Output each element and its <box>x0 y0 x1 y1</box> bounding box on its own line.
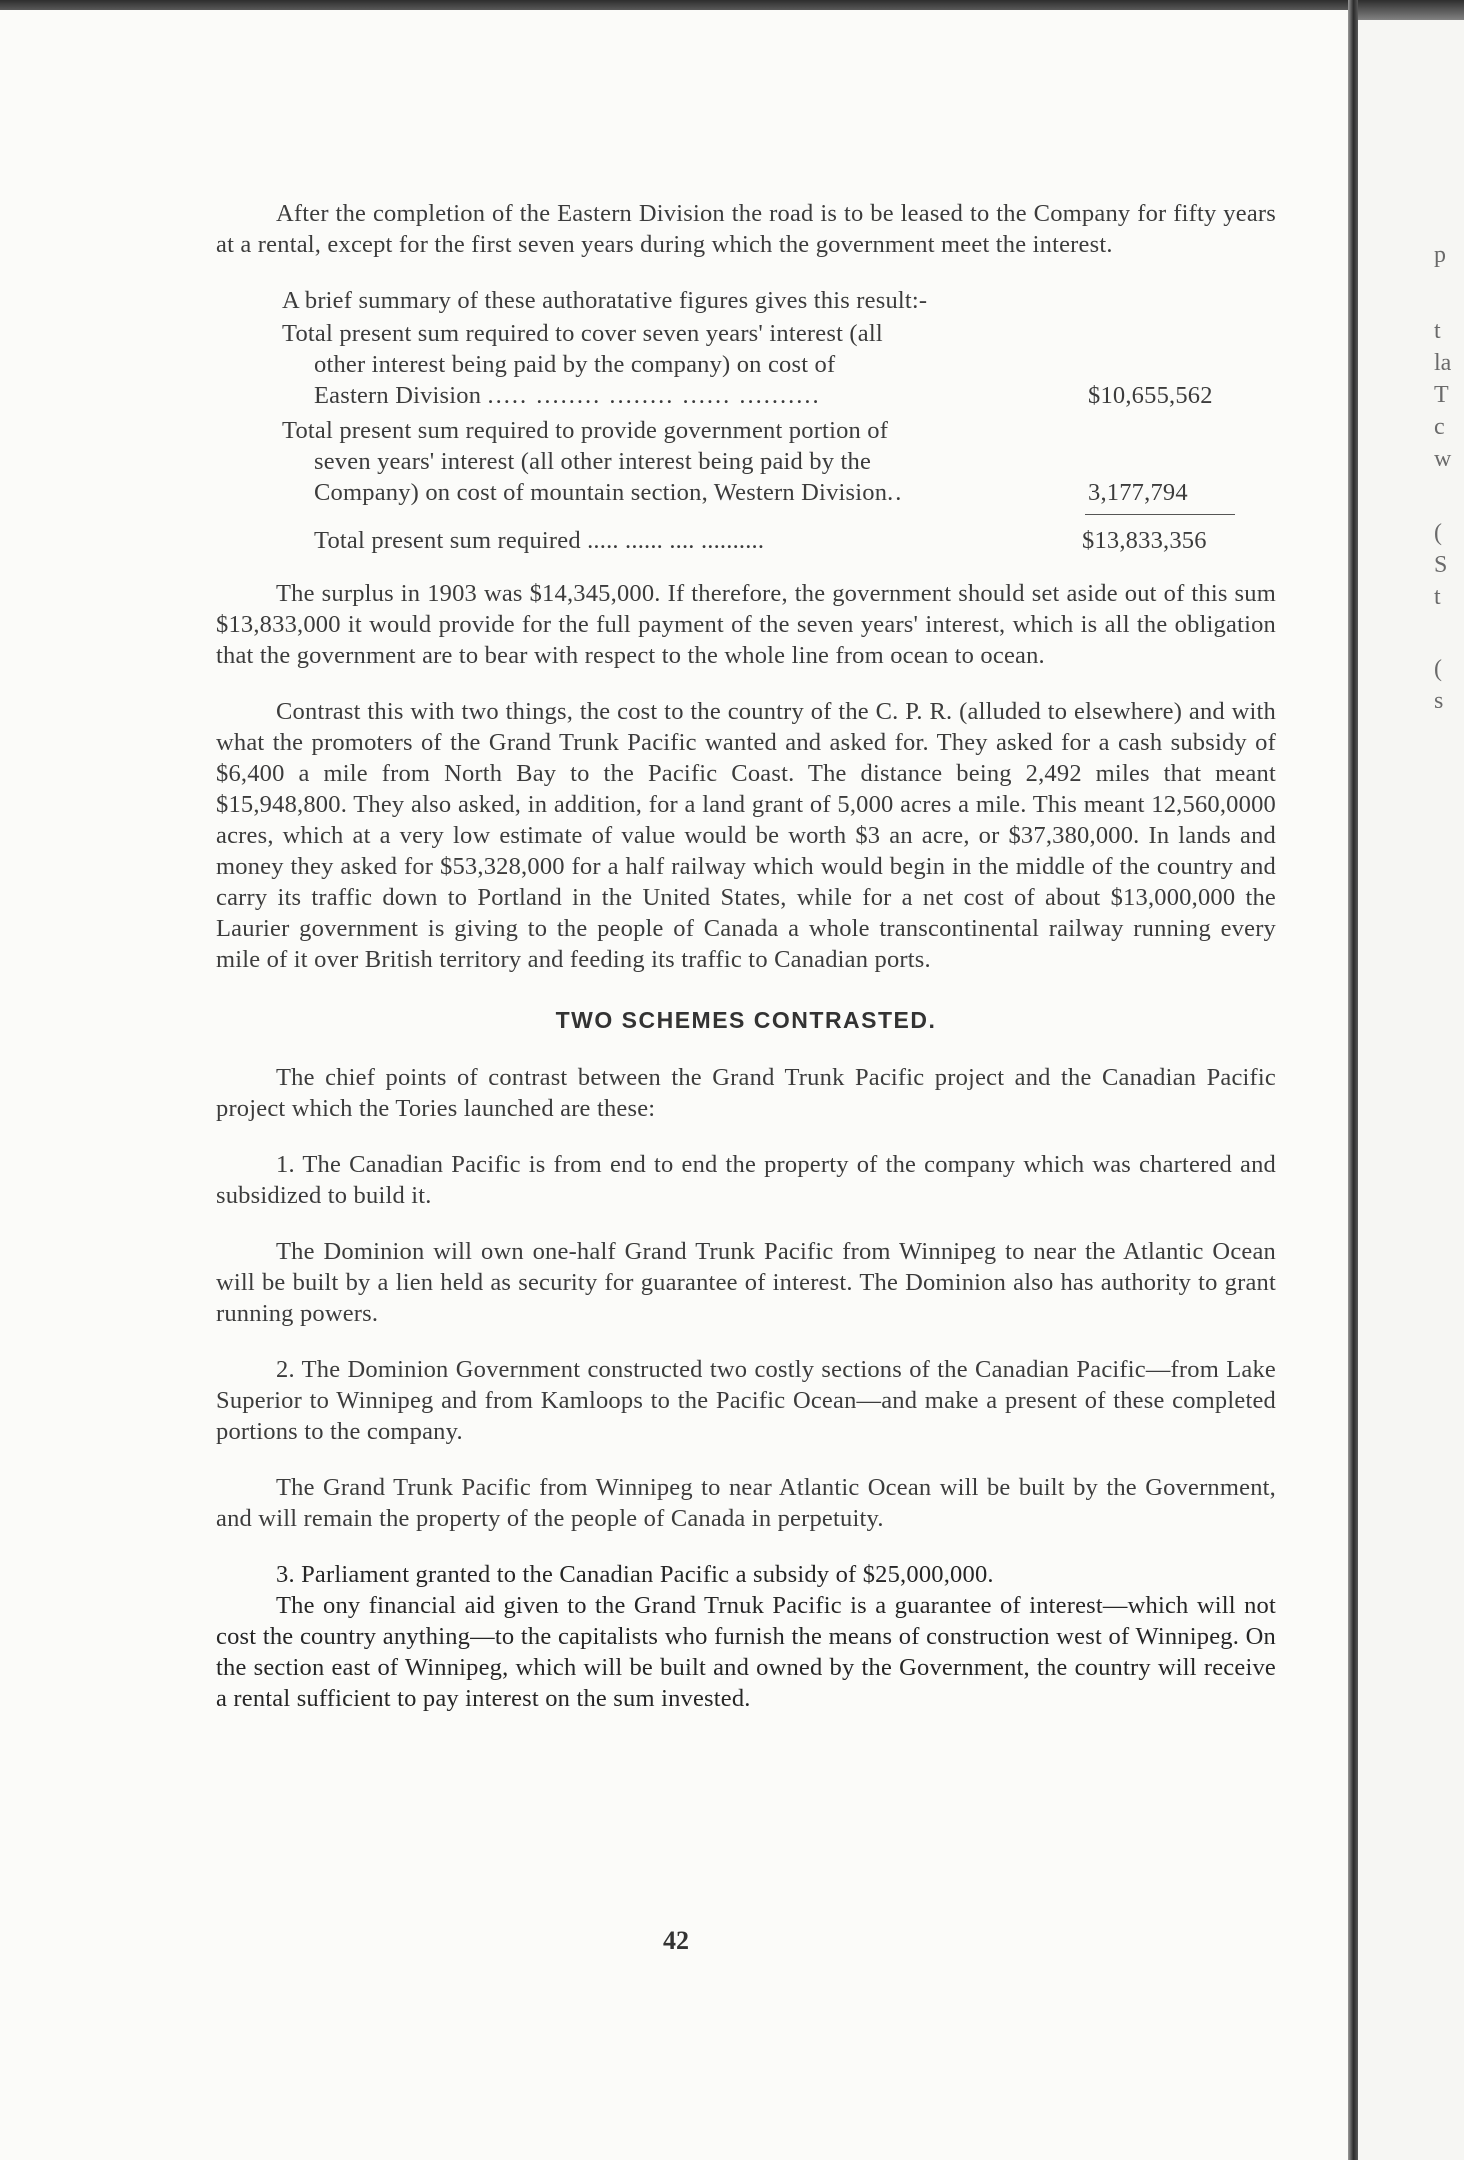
paragraph-gtp-government: The Grand Trunk Pacific from Winnipeg to near Atlantic Ocean will be built by the Government, and will remain the property of the people of Canada in perpetuity. <box>216 1474 1276 1532</box>
total-amount: $13,833,356 <box>1082 527 1207 554</box>
fragment: s <box>1434 688 1444 714</box>
summary-entry-western <box>216 415 1276 508</box>
summary-block <box>216 285 1276 556</box>
paragraph-contrast: Contrast this with two things, the cost to the country of the C. P. R. (alluded to elsewhere) and with what the promoters of the Grand Trunk Pacific wanted and asked for. They asked for a cash subsidy of $6,400 a mile from North Bay to the Pacific Coast. The distance being 2,492 miles that meant $15,948,800. They also asked, in addition, for a land grant of 5,000 acres a mile. This meant 12,560,0000 acres, which at a very low estimate of value would be worth $3 an acre, or $37,380,000. In lands and money they asked for $53,328,000 for a half railway which would begin in the middle of the country and carry its traffic down to Portland in the United States, while for a net cost of about $13,000,000 the Laurier government is giving to the people of Canada a whole transcontinental railway running every mile of it over British territory and feeding its traffic to Canadian ports. <box>216 698 1276 973</box>
paragraph-financial-aid: The ony financial aid given to the Grand Trnuk Pacific is a guarantee of interest—which will not cost the country anything—to the capitalists who furnish the means of construction west of Winnipeg. On the section east of Winnipeg, which will be built and owned by the Government, the country will receive a rental sufficient to pay interest on the sum invested. <box>216 1592 1276 1712</box>
summary-entry-eastern <box>216 318 1276 411</box>
fragment: la <box>1434 350 1452 376</box>
total-rule <box>1085 514 1235 515</box>
fragment: t <box>1434 584 1441 610</box>
dot-leader: ..... ........ ........ ...... .......... <box>487 382 821 409</box>
paragraph-point-2: 2. The Dominion Government constructed two costly sections of the Canadian Pacific—from Lake Superior to Winnipeg and from Kamloops to the Pacific Ocean—and make a present of these completed portions to the company. <box>216 1356 1276 1445</box>
entry-label-line: Total present sum required to cover seven years' interest (all <box>282 320 883 347</box>
entry-amount: $10,655,562 <box>1088 382 1213 409</box>
paragraph-point-1: 1. The Canadian Pacific is from end to end the property of the company which was chartered and subsidized to build it. <box>216 1151 1276 1209</box>
entry-label-line: Total present sum required to provide government portion of <box>282 417 889 444</box>
entry-label-cont: other interest being paid by the company) on cost of <box>314 351 836 378</box>
facing-page-edge <box>1358 20 1464 2160</box>
dot-leader: ..... ...... .... .......... <box>587 527 765 554</box>
entry-label-cont: seven years' interest (all other interest being paid by the <box>314 448 872 475</box>
fragment: ( <box>1434 520 1442 546</box>
paragraph-lease: After the completion of the Eastern Division the road is to be leased to the Company for fifty years at a rental, except for the first seven years during which the government meet the interest. <box>216 200 1276 258</box>
entry-amount: 3,177,794 <box>1088 479 1188 506</box>
book-gutter <box>1348 0 1358 2160</box>
fragment: S <box>1434 552 1448 578</box>
page-number: 42 <box>663 1926 689 1955</box>
total-label: Total present sum required <box>314 527 581 554</box>
dot-leader: .. <box>887 479 904 506</box>
paragraph-surplus: The surplus in 1903 was $14,345,000. If therefore, the government should set aside out of this sum $13,833,000 it would provide for the full payment of the seven years' interest, which is all the obligation that the government are to bear with respect to the whole line from ocean to ocean. <box>216 580 1276 669</box>
summary-total <box>216 525 1276 556</box>
fragment: p <box>1434 242 1446 268</box>
summary-intro: A brief summary of these authoratative figures gives this result:- <box>282 287 928 314</box>
paragraph-point-3: 3. Parliament granted to the Canadian Pacific a subsidy of $25,000,000. <box>276 1561 994 1588</box>
fragment: w <box>1434 446 1452 472</box>
fragment: c <box>1434 414 1445 440</box>
fragment: ( <box>1434 656 1442 682</box>
section-heading: TWO SCHEMES CONTRASTED. <box>555 1007 937 1033</box>
entry-label-last: Company) on cost of mountain section, Western Division <box>314 479 888 506</box>
fragment: T <box>1434 382 1449 408</box>
page-body <box>216 198 1276 1739</box>
paragraph-chief-points: The chief points of contrast between the Grand Trunk Pacific project and the Canadian Pacific project which the Tories launched are these: <box>216 1064 1276 1122</box>
entry-label-last: Eastern Division <box>314 382 482 409</box>
fragment: t <box>1434 318 1441 344</box>
document-page <box>0 10 1352 2160</box>
paragraph-dominion-own: The Dominion will own one-half Grand Trunk Pacific from Winnipeg to near the Atlantic Ocean will be built by a lien held as security for guarantee of interest. The Dominion also has authority to grant running powers. <box>216 1238 1276 1327</box>
